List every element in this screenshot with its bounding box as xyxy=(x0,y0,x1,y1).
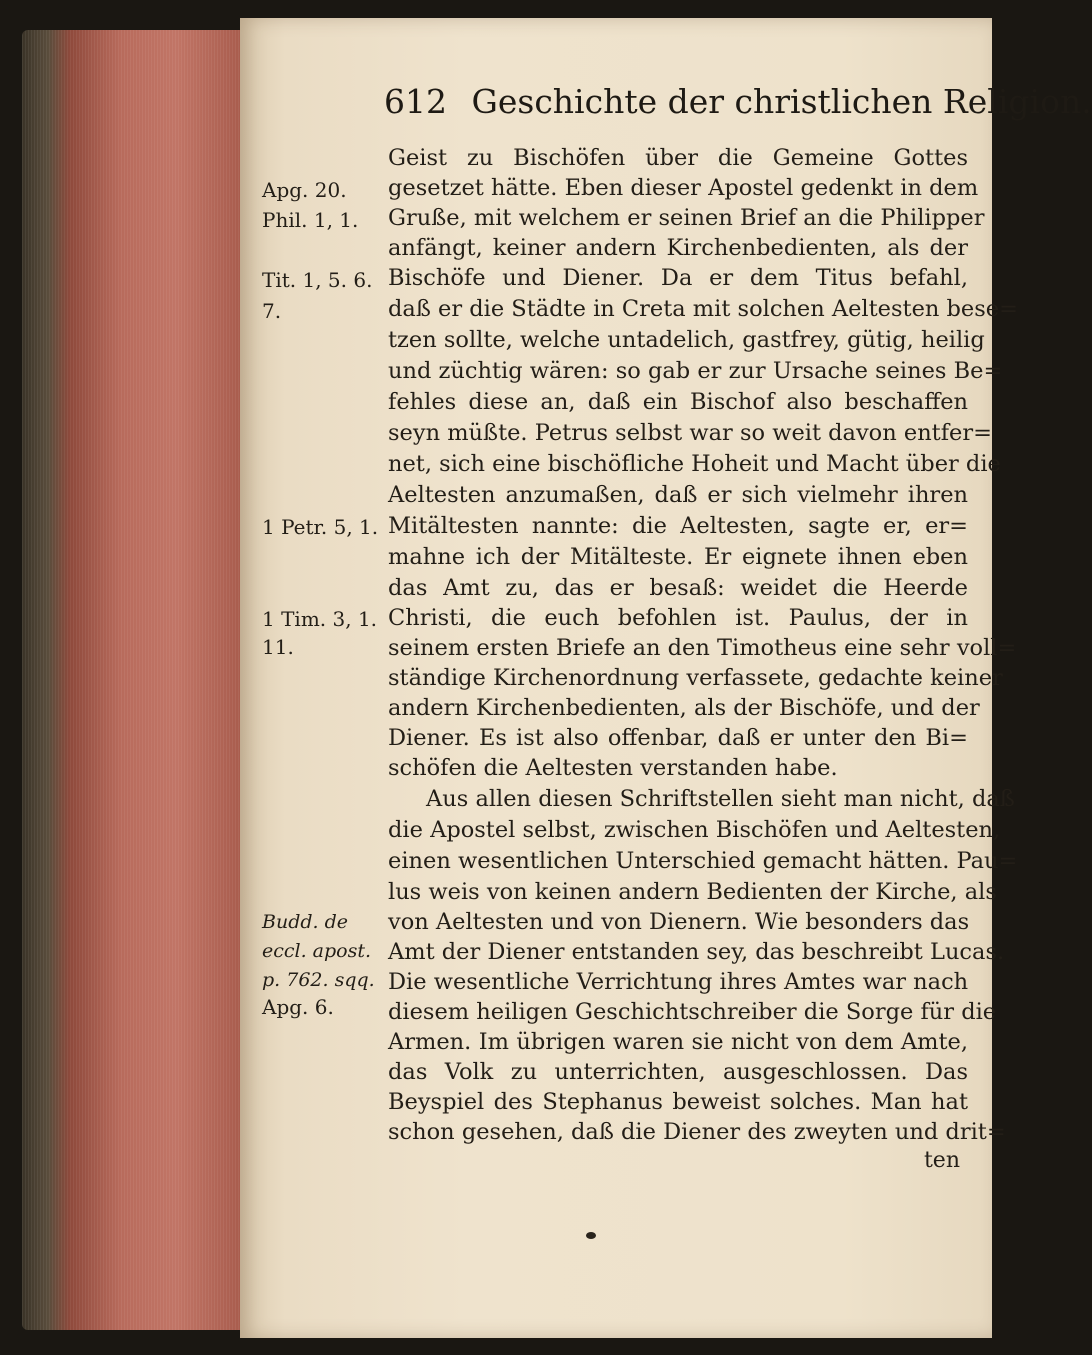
margin-note: p. 762. sqq. xyxy=(262,969,375,991)
text-line: von Aeltesten und von Dienern. Wie besonders das xyxy=(388,909,970,935)
text-line: schöfen die Aeltesten verstanden habe. xyxy=(388,755,838,781)
text-line: seinem ersten Briefe an den Timotheus eine sehr voll= xyxy=(388,635,1017,661)
text-line: die Apostel selbst, zwischen Bischöfen und Aeltesten, xyxy=(388,817,1001,843)
text-line: das Volk zu unterrichten, ausgeschlossen. Das xyxy=(388,1059,968,1085)
text-line: Geist zu Bischöfen über die Gemeine Gottes xyxy=(388,145,968,171)
text-line: Die wesentliche Verrichtung ihres Amtes war nach xyxy=(388,969,969,995)
margin-note: Tit. 1, 5. 6. xyxy=(262,268,373,292)
text-line: gesetzet hätte. Eben dieser Apostel gedenkt in dem xyxy=(388,175,979,201)
text-line: andern Kirchenbedienten, als der Bischöfe, und der xyxy=(388,695,980,721)
text-line: daß er die Städte in Creta mit solchen Aeltesten bese= xyxy=(388,296,1018,322)
text-line: seyn müßte. Petrus selbst war so weit davon entfer= xyxy=(388,420,992,446)
margin-note: Apg. 6. xyxy=(262,995,334,1019)
text-line: anfängt, keiner andern Kirchenbedienten, als der xyxy=(388,235,968,261)
text-line: Diener. Es ist also offenbar, daß er unter den Bi= xyxy=(388,725,968,751)
text-line: Mitältesten nannte: die Aeltesten, sagte er, er= xyxy=(388,513,968,539)
margin-note: Budd. de xyxy=(262,911,349,933)
margin-note: 1 Petr. 5, 1. xyxy=(262,515,379,539)
text-line: schon gesehen, daß die Diener des zweyten und drit= xyxy=(388,1119,1006,1145)
text-line: net, sich eine bischöfliche Hoheit und Macht über die xyxy=(388,451,1001,477)
running-head-title: Geschichte der christlichen Religion. xyxy=(471,82,1092,121)
text-line: ständige Kirchenordnung verfassete, gedachte keiner xyxy=(388,665,1003,691)
text-line: mahne ich der Mitälteste. Er eignete ihnen eben xyxy=(388,544,968,570)
text-line: Armen. Im übrigen waren sie nicht von dem Amte, xyxy=(388,1029,968,1055)
margin-note: Apg. 20. xyxy=(262,178,347,202)
text-line: Christi, die euch befohlen ist. Paulus, der in xyxy=(388,605,968,631)
margin-note: 1 Tim. 3, 1. xyxy=(262,607,378,631)
ink-spot xyxy=(586,1232,596,1239)
text-line: und züchtig wären: so gab er zur Ursache seines Be= xyxy=(388,358,1003,384)
text-line: das Amt zu, das er besaß: weidet die Heerde xyxy=(388,575,968,601)
text-line: tzen sollte, welche untadelich, gastfrey, gütig, heilig xyxy=(388,327,985,353)
running-header xyxy=(384,82,1092,132)
text-line: fehles diese an, daß ein Bischof also beschaffen xyxy=(388,389,968,415)
text-line: Amt der Diener entstanden sey, das beschreibt Lucas. xyxy=(388,939,1005,965)
margin-note: 7. xyxy=(262,299,282,323)
text-line: Beyspiel des Stephanus beweist solches. Man hat xyxy=(388,1089,968,1115)
margin-note: 11. xyxy=(262,635,294,659)
text-line: Aus allen diesen Schriftstellen sieht man nicht, daß xyxy=(426,786,1015,812)
text-line: Aeltesten anzumaßen, daß er sich vielmehr ihren xyxy=(388,482,968,508)
margin-note: eccl. apost. xyxy=(262,940,372,962)
text-line: einen wesentlichen Unterschied gemacht hätten. Pau= xyxy=(388,848,1018,874)
text-line: Bischöfe und Diener. Da er dem Titus befahl, xyxy=(388,265,968,291)
text-line: Gruße, mit welchem er seinen Brief an die Philipper xyxy=(388,205,985,231)
catchword: ten xyxy=(923,1148,960,1173)
text-line: diesem heiligen Geschichtschreiber die Sorge für die xyxy=(388,999,997,1025)
book-page-edges xyxy=(22,30,242,1330)
margin-note: Phil. 1, 1. xyxy=(262,208,359,232)
text-line: lus weis von keinen andern Bedienten der Kirche, als xyxy=(388,879,997,905)
page-number: 612 xyxy=(384,82,447,121)
